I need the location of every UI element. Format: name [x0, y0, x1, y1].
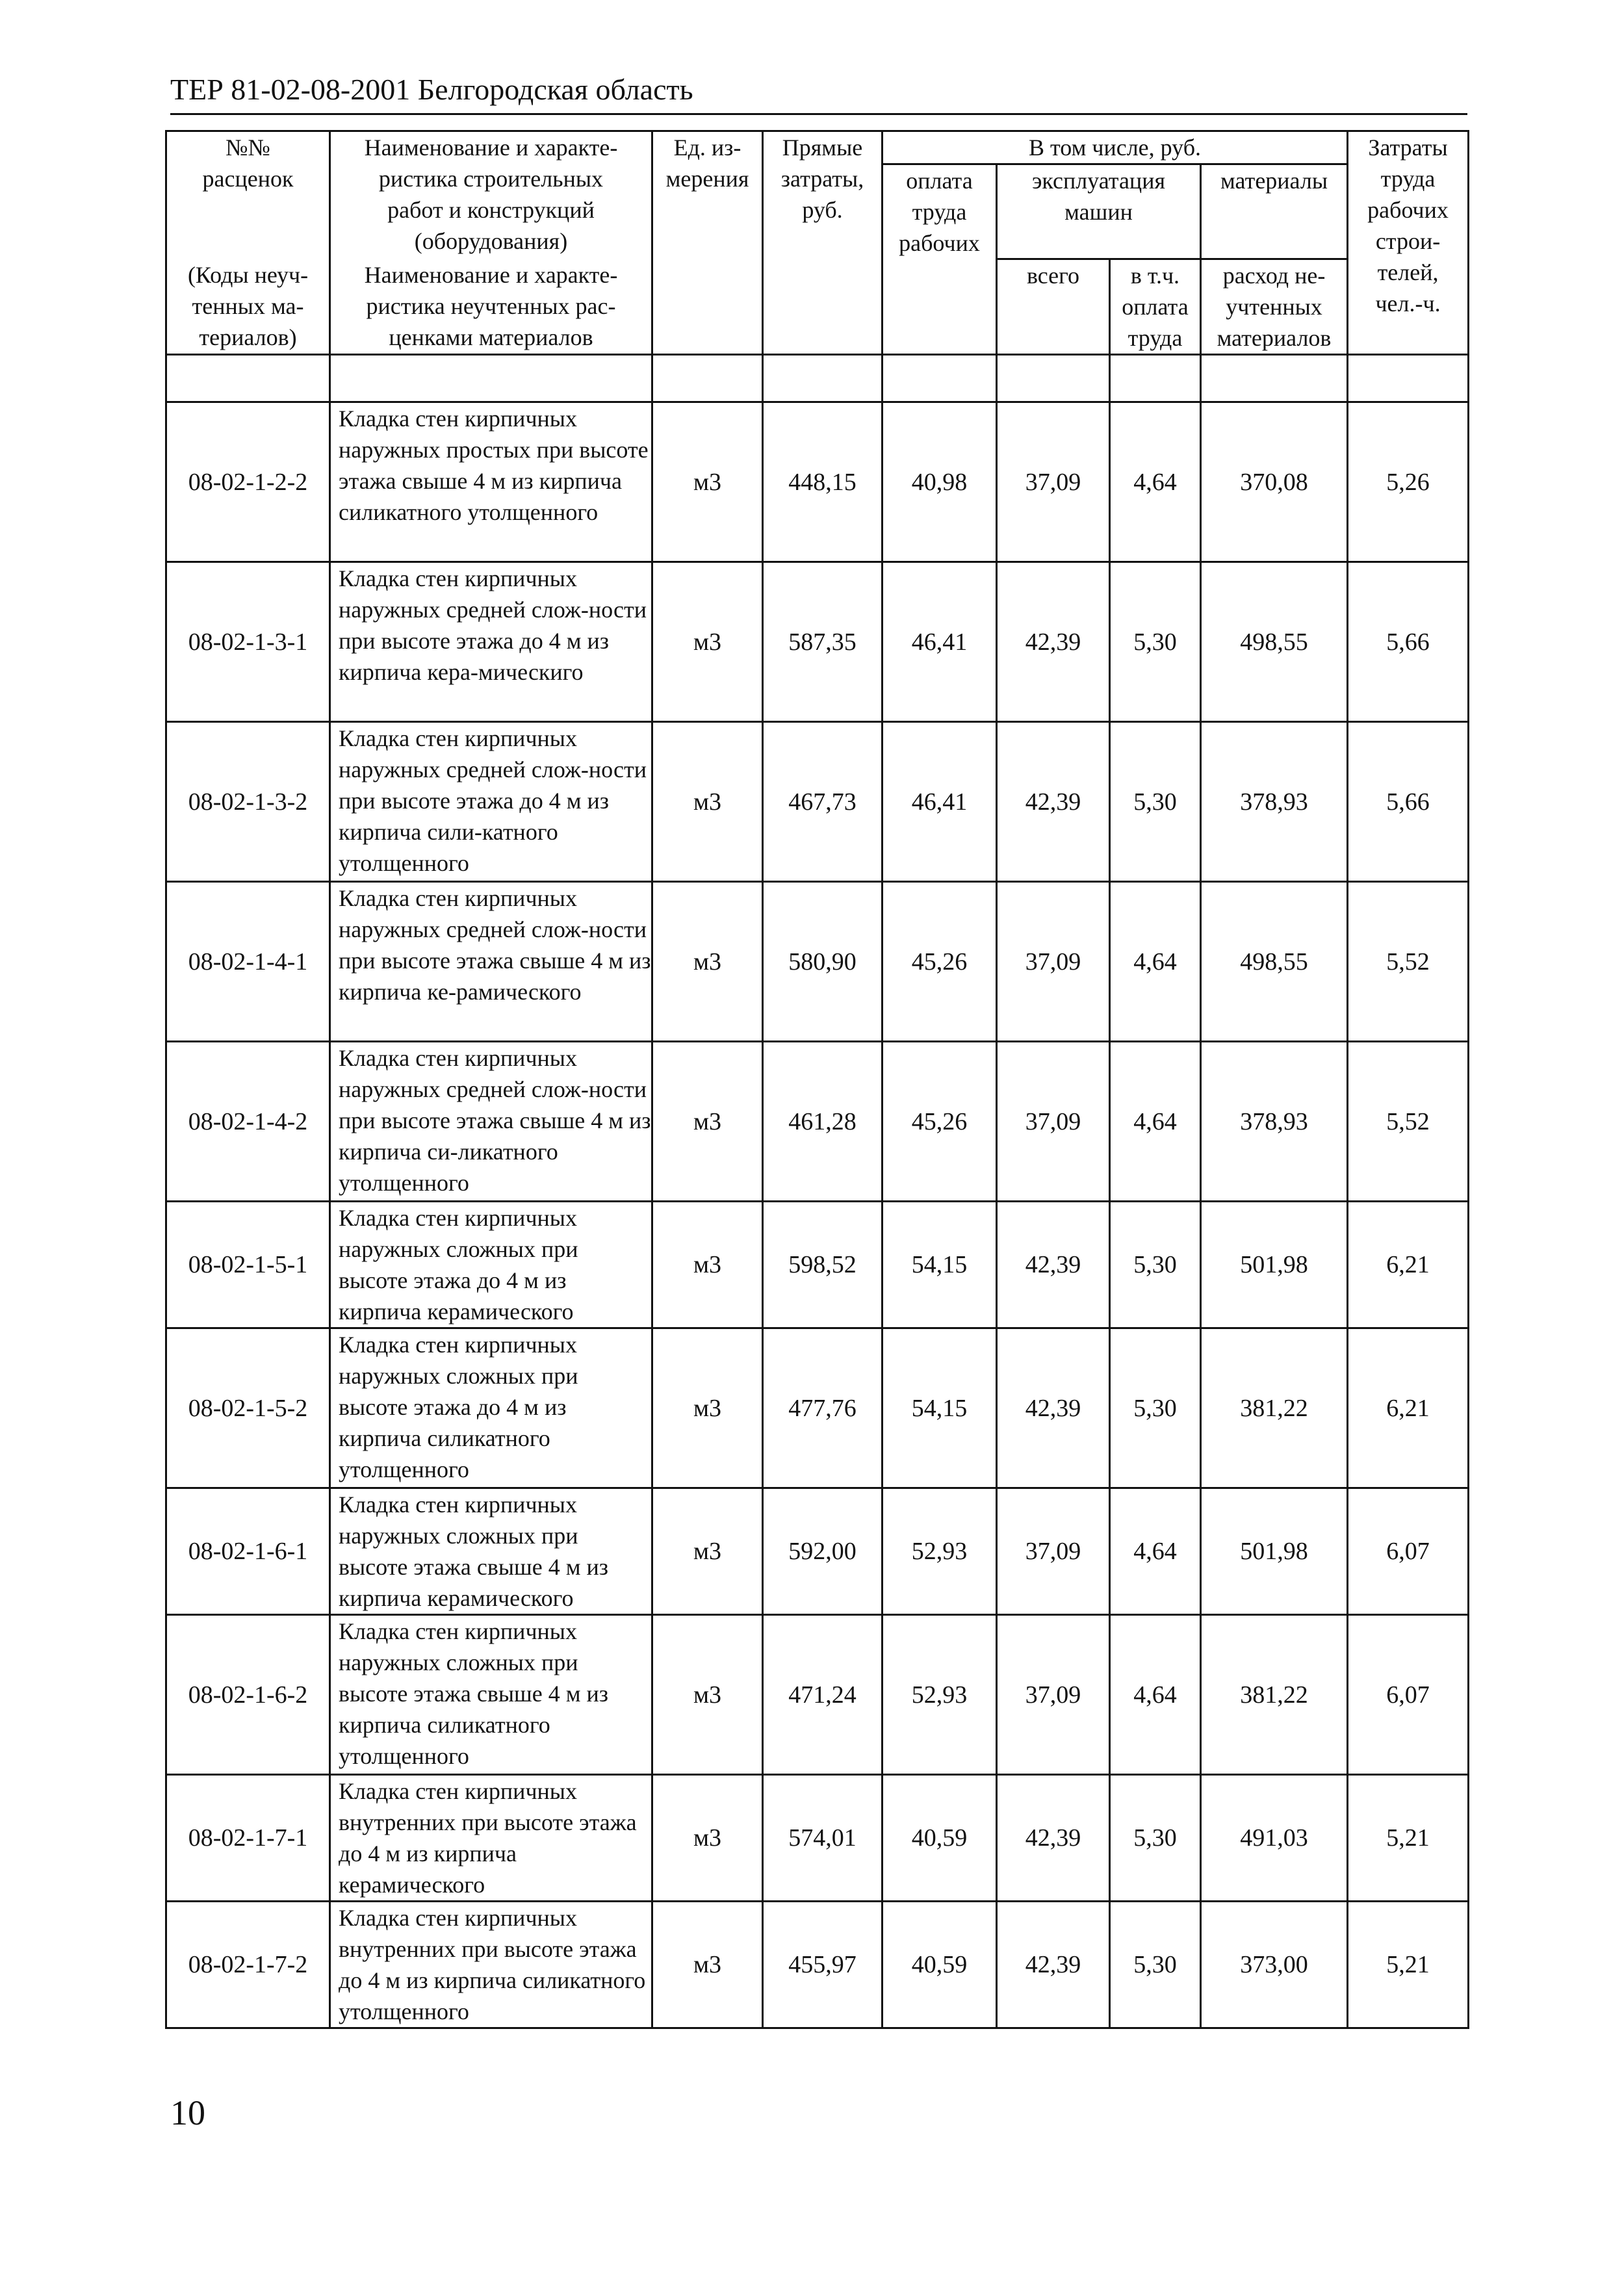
rate-code-cell: 08-02-1-5-2	[166, 1328, 330, 1488]
unit-cell: м3	[652, 402, 763, 562]
machines-total-cell: 42,39	[997, 1328, 1110, 1488]
labor-costs-cell: 5,66	[1348, 562, 1469, 722]
table-row	[166, 1328, 1469, 1488]
header-name: Наименование и характе- ристика строительных работ и конструкций (оборудования)	[330, 131, 652, 259]
wages-cell: 46,41	[883, 722, 997, 882]
work-description-cell: Кладка стен кирпичных наружных сложных при высоте этажа до 4 м из кирпича силикатного утолщенного	[330, 1328, 652, 1488]
direct-costs-cell: 467,73	[763, 722, 883, 882]
labor-costs-cell: 6,07	[1348, 1615, 1469, 1775]
work-description-cell: Кладка стен кирпичных наружных сложных при высоте этажа свыше 4 м из кирпича силикатного утолщенного	[330, 1615, 652, 1775]
labor-costs-cell: 6,21	[1348, 1202, 1469, 1328]
machines-total-cell: 37,09	[997, 402, 1110, 562]
machines-total-cell: 42,39	[997, 1902, 1110, 2028]
page-number: 10	[170, 2093, 205, 2132]
direct-costs-cell: 592,00	[763, 1488, 883, 1615]
header-unit: Ед. из- мерения	[652, 131, 763, 355]
direct-costs-cell: 580,90	[763, 882, 883, 1042]
rate-code-cell: 08-02-1-6-1	[166, 1488, 330, 1615]
header-materials: материалы	[1201, 164, 1348, 259]
work-description-cell: Кладка стен кирпичных внутренних при высоте этажа до 4 м из кирпича керамического	[330, 1775, 652, 1902]
materials-cell: 373,00	[1201, 1902, 1348, 2028]
wages-cell: 54,15	[883, 1202, 997, 1328]
direct-costs-cell: 598,52	[763, 1202, 883, 1328]
materials-cell: 381,22	[1201, 1328, 1348, 1488]
materials-cell: 378,93	[1201, 722, 1348, 882]
machines-wages-cell: 5,30	[1110, 1328, 1201, 1488]
wages-cell: 52,93	[883, 1488, 997, 1615]
machines-wages-cell: 5,30	[1110, 1902, 1201, 2028]
machines-wages-cell: 4,64	[1110, 882, 1201, 1042]
machines-total-cell: 37,09	[997, 1615, 1110, 1775]
header-machines-wages: в т.ч. оплата труда	[1110, 259, 1201, 355]
machines-total-cell: 42,39	[997, 722, 1110, 882]
materials-cell: 378,93	[1201, 1042, 1348, 1202]
header-direct-costs: Прямые затраты, руб.	[763, 131, 883, 355]
header-labor: Затраты труда рабочих строи- телей, чел.-ч.	[1348, 131, 1469, 355]
unit-cell: м3	[652, 1615, 763, 1775]
table-row	[166, 722, 1469, 882]
work-description-cell: Кладка стен кирпичных наружных средней слож-ности при высоте этажа до 4 м из кирпича сили-катного утолщенного	[330, 722, 652, 882]
wages-cell: 40,59	[883, 1902, 997, 2028]
rate-code-cell: 08-02-1-5-1	[166, 1202, 330, 1328]
table-row	[166, 1202, 1469, 1328]
work-description-cell: Кладка стен кирпичных наружных сложных при высоте этажа до 4 м из кирпича керамического	[330, 1202, 652, 1328]
wages-cell: 40,59	[883, 1775, 997, 1902]
materials-cell: 498,55	[1201, 882, 1348, 1042]
unit-cell: м3	[652, 1042, 763, 1202]
machines-wages-cell: 4,64	[1110, 1615, 1201, 1775]
materials-cell: 370,08	[1201, 402, 1348, 562]
machines-wages-cell: 5,30	[1110, 1202, 1201, 1328]
labor-costs-cell: 5,26	[1348, 402, 1469, 562]
wages-cell: 40,98	[883, 402, 997, 562]
machines-wages-cell: 5,30	[1110, 1775, 1201, 1902]
machines-wages-cell: 4,64	[1110, 402, 1201, 562]
rate-code-cell: 08-02-1-3-1	[166, 562, 330, 722]
labor-costs-cell: 5,52	[1348, 882, 1469, 1042]
direct-costs-cell: 461,28	[763, 1042, 883, 1202]
labor-costs-cell: 6,21	[1348, 1328, 1469, 1488]
header-including: В том числе, руб.	[883, 131, 1348, 164]
machines-total-cell: 42,39	[997, 562, 1110, 722]
header-name-unaccounted: Наименование и характе- ристика неучтенных рас- ценками материалов	[330, 259, 652, 355]
unit-cell: м3	[652, 1202, 763, 1328]
labor-costs-cell: 6,07	[1348, 1488, 1469, 1615]
table-row	[166, 1902, 1469, 2028]
unit-cell: м3	[652, 882, 763, 1042]
unit-cell: м3	[652, 562, 763, 722]
rate-code-cell: 08-02-1-2-2	[166, 402, 330, 562]
unit-cell: м3	[652, 1902, 763, 2028]
labor-costs-cell: 5,52	[1348, 1042, 1469, 1202]
rate-code-cell: 08-02-1-4-2	[166, 1042, 330, 1202]
materials-cell: 501,98	[1201, 1488, 1348, 1615]
machines-wages-cell: 4,64	[1110, 1042, 1201, 1202]
work-description-cell: Кладка стен кирпичных наружных простых при высоте этажа свыше 4 м из кирпича силикатного утолщенного	[330, 402, 652, 562]
unit-cell: м3	[652, 1488, 763, 1615]
header-wages: оплата труда рабочих	[883, 164, 997, 355]
machines-total-cell: 42,39	[997, 1202, 1110, 1328]
direct-costs-cell: 477,76	[763, 1328, 883, 1488]
table-row	[166, 1775, 1469, 1902]
table-row	[166, 882, 1469, 1042]
header-machines-total: всего	[997, 259, 1110, 355]
materials-cell: 491,03	[1201, 1775, 1348, 1902]
rate-code-cell: 08-02-1-7-1	[166, 1775, 330, 1902]
work-description-cell: Кладка стен кирпичных наружных средней слож-ности при высоте этажа до 4 м из кирпича кера-мическиго	[330, 562, 652, 722]
materials-cell: 501,98	[1201, 1202, 1348, 1328]
machines-total-cell: 37,09	[997, 882, 1110, 1042]
labor-costs-cell: 5,21	[1348, 1902, 1469, 2028]
machines-total-cell: 37,09	[997, 1488, 1110, 1615]
work-description-cell: Кладка стен кирпичных наружных сложных при высоте этажа свыше 4 м из кирпича керамического	[330, 1488, 652, 1615]
wages-cell: 46,41	[883, 562, 997, 722]
rate-code-cell: 08-02-1-6-2	[166, 1615, 330, 1775]
machines-wages-cell: 5,30	[1110, 562, 1201, 722]
rate-code-cell: 08-02-1-3-2	[166, 722, 330, 882]
direct-costs-cell: 455,97	[763, 1902, 883, 2028]
page-header: ТЕР 81-02-08-2001 Белгородская область	[170, 70, 1467, 115]
table-row	[166, 1042, 1469, 1202]
machines-wages-cell: 5,30	[1110, 722, 1201, 882]
work-description-cell: Кладка стен кирпичных наружных средней слож-ности при высоте этажа свыше 4 м из кирпича си-ликатного утолщенного	[330, 1042, 652, 1202]
header-codes: (Коды неуч- тенных ма- териалов)	[166, 259, 330, 355]
direct-costs-cell: 574,01	[763, 1775, 883, 1902]
unit-cell: м3	[652, 722, 763, 882]
labor-costs-cell: 5,66	[1348, 722, 1469, 882]
work-description-cell: Кладка стен кирпичных наружных средней слож-ности при высоте этажа свыше 4 м из кирпича ке-рамического	[330, 882, 652, 1042]
header-unaccounted-use: расход не- учтенных материалов	[1201, 259, 1348, 355]
table-row	[166, 1615, 1469, 1775]
direct-costs-cell: 471,24	[763, 1615, 883, 1775]
wages-cell: 45,26	[883, 1042, 997, 1202]
table-row	[166, 402, 1469, 562]
materials-cell: 381,22	[1201, 1615, 1348, 1775]
header-rate-no: №№ расценок	[166, 131, 330, 259]
unit-cell: м3	[652, 1328, 763, 1488]
rate-code-cell: 08-02-1-7-2	[166, 1902, 330, 2028]
wages-cell: 45,26	[883, 882, 997, 1042]
wages-cell: 52,93	[883, 1615, 997, 1775]
header-machines: эксплуатация машин	[997, 164, 1201, 259]
unit-cell: м3	[652, 1775, 763, 1902]
header-gap-row	[166, 355, 1469, 402]
machines-total-cell: 37,09	[997, 1042, 1110, 1202]
rates-table	[165, 130, 1469, 2029]
table-row	[166, 1488, 1469, 1615]
machines-total-cell: 42,39	[997, 1775, 1110, 1902]
wages-cell: 54,15	[883, 1328, 997, 1488]
table-row	[166, 562, 1469, 722]
rate-code-cell: 08-02-1-4-1	[166, 882, 330, 1042]
materials-cell: 498,55	[1201, 562, 1348, 722]
direct-costs-cell: 448,15	[763, 402, 883, 562]
machines-wages-cell: 4,64	[1110, 1488, 1201, 1615]
direct-costs-cell: 587,35	[763, 562, 883, 722]
work-description-cell: Кладка стен кирпичных внутренних при высоте этажа до 4 м из кирпича силикатного утолщенного	[330, 1902, 652, 2028]
labor-costs-cell: 5,21	[1348, 1775, 1469, 1902]
